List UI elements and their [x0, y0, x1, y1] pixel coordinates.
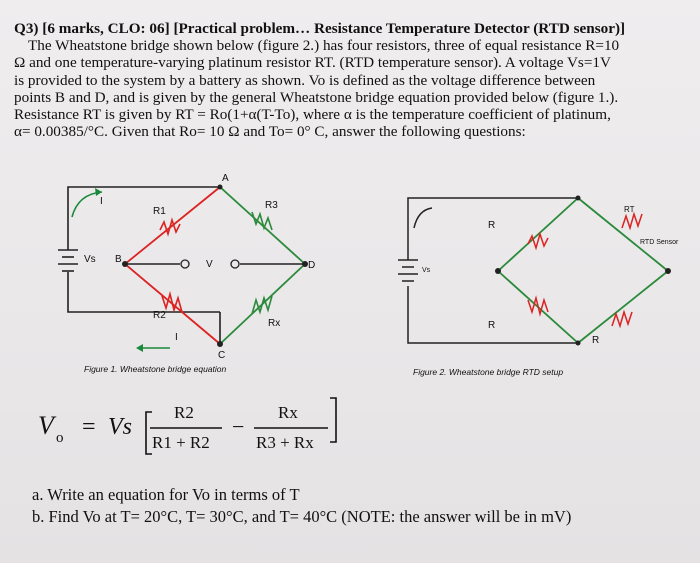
problem-line-5: Resistance RT is given by RT = Ro(1+α(T-To), where α is the temperature coefficient of platinum, [14, 106, 611, 124]
problem-line-2: Ω and one temperature-varying platinum resistor RT. (RTD temperature sensor). A voltage Vs=1V [14, 54, 611, 72]
figure-1-caption: Figure 1. Wheatstone bridge equation [84, 364, 227, 374]
eq-minus: − [232, 414, 245, 439]
fig1-label-C: C [218, 350, 226, 361]
problem-statement [14, 20, 690, 140]
fig1-label-A: A [222, 173, 229, 184]
fig1-label-B: B [115, 254, 122, 265]
question-b: b. Find Vo at T= 20°C, T= 30°C, and T= 40°C (NOTE: the answer will be in mV) [32, 507, 572, 526]
eq-equals: = [82, 414, 96, 440]
problem-heading: Q3) [6 marks, CLO: 06] [Practical problem… Resistance Temperature Detector (RTD sensor)] [14, 20, 626, 37]
eq-num2: Rx [278, 403, 298, 422]
eq-den1: R1 + R2 [152, 433, 210, 452]
fig1-label-R1: R1 [153, 206, 166, 217]
fig1-label-D: D [308, 260, 316, 271]
problem-line-6: α= 0.00385/°C. Given that Ro= 10 Ω and To= 0° C, answer the following questions: [14, 123, 526, 141]
questions [32, 484, 571, 528]
fig1-label-Rx: Rx [268, 318, 281, 329]
fig2-label-R-top: R [488, 220, 496, 231]
figure-2-rtd-setup [388, 188, 688, 368]
question-a: a. Write an equation for Vo in terms of T [32, 485, 300, 504]
problem-line-4: points B and D, and is given by the general Wheatstone bridge equation provided below (figure 1.). [14, 88, 619, 106]
eq-den2: R3 + Rx [256, 433, 314, 452]
fig1-label-I-top: I [100, 196, 103, 207]
wheatstone-equation [36, 392, 356, 462]
problem-line-3: is provided to the system by a battery as shown. Vo is defined as the voltage difference between [14, 71, 596, 89]
fig1-label-Vs: Vs [84, 254, 96, 265]
eq-vo-sub: o [56, 430, 64, 446]
figure-2-caption: Figure 2. Wheatstone bridge RTD setup [413, 367, 564, 377]
fig1-label-I-bottom: I [175, 332, 178, 343]
fig2-label-RT: RT [624, 205, 635, 214]
fig2-label-rtd-sensor: RTD Sensor [640, 239, 679, 246]
fig2-label-R-bottom: R [488, 320, 496, 331]
fig1-label-Vo: V [206, 259, 213, 270]
fig2-label-R-right: R [592, 335, 600, 346]
figure-1-wheatstone-bridge [40, 172, 316, 362]
eq-vs: Vs [108, 414, 132, 440]
fig1-label-R3: R3 [265, 200, 278, 211]
fig2-label-Vs: Vs [422, 267, 431, 274]
eq-num1: R2 [174, 403, 194, 422]
fig1-label-R2: R2 [153, 310, 166, 321]
eq-vo: V [38, 411, 54, 440]
problem-line-1: The Wheatstone bridge shown below (figure 2.) has four resistors, three of equal resistance R=10 [28, 37, 620, 55]
